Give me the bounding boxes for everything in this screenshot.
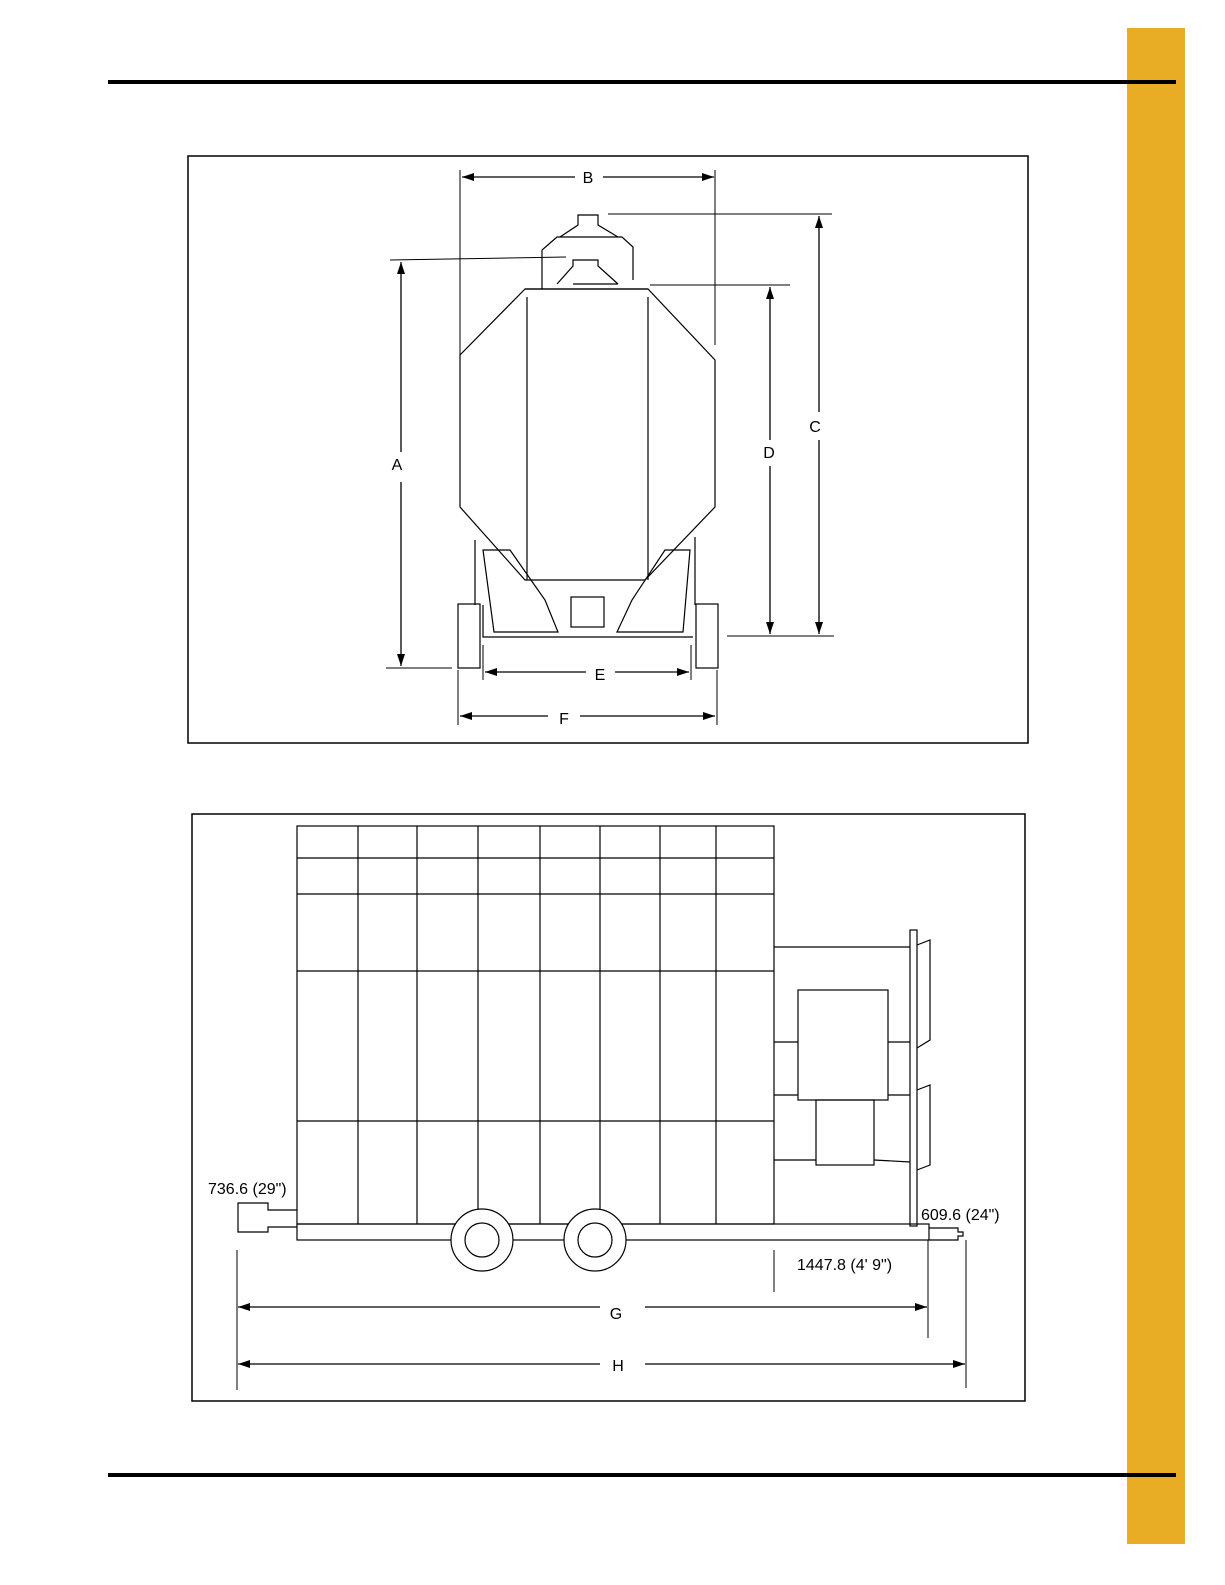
section-tab — [1127, 28, 1185, 1544]
side-dimension-arrows — [238, 1307, 965, 1364]
front-view-frame — [188, 156, 1028, 743]
footer-rule — [108, 1473, 1176, 1477]
side-view-frame — [192, 814, 1025, 1401]
header-rule — [108, 80, 1176, 84]
dim-label-g: G — [609, 1306, 623, 1323]
dim-rear-height: 609.6 (24") — [921, 1207, 1000, 1224]
burner-assembly — [774, 930, 930, 1226]
side-view-figure — [190, 812, 1028, 1404]
bin-side-body — [297, 826, 774, 1224]
dim-label-e: E — [594, 667, 606, 684]
dim-label-a: A — [391, 457, 403, 474]
front-view-drawing — [187, 155, 1030, 745]
front-view-figure — [187, 155, 1030, 745]
trailer-base — [458, 537, 718, 668]
dim-label-f: F — [559, 711, 569, 728]
bin-body — [460, 215, 715, 580]
dim-hitch-height: 736.6 (29") — [208, 1181, 287, 1198]
dim-rear-overhang: 1447.8 (4' 9") — [797, 1257, 893, 1274]
dimension-arrows — [401, 177, 819, 716]
dim-label-d: D — [763, 445, 775, 462]
side-view-drawing — [190, 812, 1028, 1404]
dim-label-h: H — [612, 1358, 624, 1375]
dim-label-c: C — [809, 419, 821, 436]
dim-label-b: B — [582, 170, 594, 187]
